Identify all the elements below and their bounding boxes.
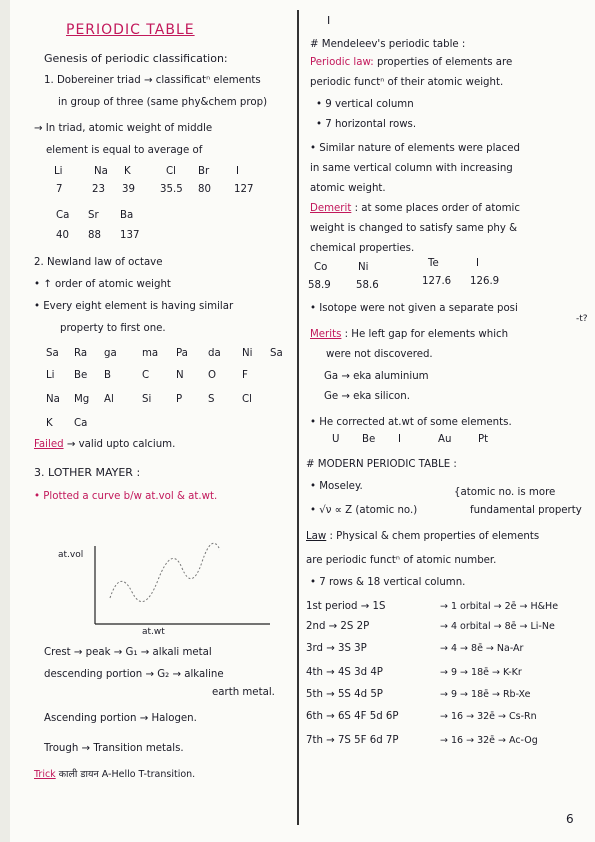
octave-cell: C xyxy=(142,370,150,381)
vertical-column-note: • 9 vertical column xyxy=(316,99,414,110)
similar-line-1: • Similar nature of elements were placed xyxy=(310,143,520,154)
corrected-element: Pt xyxy=(478,434,489,445)
demerit-line-2: weight is changed to satisfy same phy & xyxy=(310,223,518,234)
octave-cell: Ni xyxy=(242,348,253,359)
triad2-symbol: Ca xyxy=(56,210,70,221)
modern-law-line-2: are periodic functⁿ of atomic number. xyxy=(306,555,497,566)
octave-cell: S xyxy=(208,394,215,405)
triad-line-1: → In triad, atomic weight of middle xyxy=(34,123,213,134)
triad2-value: 137 xyxy=(120,230,140,241)
octave-cell: Li xyxy=(46,370,55,381)
modern-law-text: : Physical & chem properties of elements xyxy=(329,531,540,542)
page-title: PERIODIC TABLE xyxy=(66,22,195,38)
merits-text: : He left gap for elements which xyxy=(344,329,509,340)
octave-cell: da xyxy=(208,348,221,359)
descending-line-1: descending portion → G₂ → alkaline xyxy=(44,669,224,680)
triad-symbol: Li xyxy=(54,166,63,177)
period-detail: → 9 → 18ē → Rb-Xe xyxy=(440,689,531,700)
newland-bullet-1: • ↑ order of atomic weight xyxy=(34,279,171,290)
modern-law-label: Law xyxy=(306,531,327,542)
triad-value: 127 xyxy=(234,184,254,195)
dobereiner-line-2: in group of three (same phy&chem prop) xyxy=(58,97,268,108)
triad-value: 35.5 xyxy=(160,184,183,195)
failed-text: → valid upto calcium. xyxy=(66,439,176,450)
octave-cell: K xyxy=(46,418,53,429)
demerit-value: 58.6 xyxy=(356,280,379,291)
isotope-line: • Isotope were not given a separate posi xyxy=(310,303,518,314)
corrected-element: I xyxy=(398,434,402,445)
triad-symbol: Cl xyxy=(166,166,176,177)
period-row: 2nd → 2S 2P xyxy=(306,621,370,632)
crest-line: Crest → peak → G₁ → alkali metal xyxy=(44,647,212,658)
triad-symbol: Na xyxy=(94,166,108,177)
ascending-line: Ascending portion → Halogen. xyxy=(44,713,197,724)
period-row: 7th → 7S 5F 6d 7P xyxy=(306,735,399,746)
triad-symbol: K xyxy=(124,166,131,177)
trick-line xyxy=(34,768,195,781)
moseley-line: • Moseley. xyxy=(310,481,363,492)
period-detail: → 9 → 18ē → K-Kr xyxy=(440,667,522,678)
octave-cell: B xyxy=(104,370,111,381)
y-axis-label: at.vol xyxy=(58,550,84,560)
triad-symbol: I xyxy=(236,166,240,177)
corrected-element: Au xyxy=(438,434,452,445)
octave-cell: Na xyxy=(46,394,60,405)
triad-line-2: element is equal to average of xyxy=(46,145,203,156)
atomic-more-note: {atomic no. is more xyxy=(454,487,556,498)
octave-cell: Mg xyxy=(74,394,90,405)
demerit-value: 58.9 xyxy=(308,280,331,291)
x-axis-label: at.wt xyxy=(142,627,165,637)
period-detail: → 1 orbital → 2ē → H&He xyxy=(440,601,559,612)
demerit-label: Demerit xyxy=(310,203,352,214)
eka-silicon: Ge → eka silicon. xyxy=(324,391,410,402)
isotope-suffix: -t? xyxy=(576,314,588,324)
horizontal-rows-note: • 7 horizontal rows. xyxy=(316,119,417,130)
dobereiner-line-1: 1. Dobereiner triad → classificatⁿ elements xyxy=(44,75,261,86)
trough-line: Trough → Transition metals. xyxy=(44,743,184,754)
triad-value: 23 xyxy=(92,184,105,195)
demerit-text: : at some places order of atomic xyxy=(354,203,520,214)
demerit-line-1 xyxy=(310,202,520,215)
corrected-line: • He corrected at.wt of some elements. xyxy=(310,417,512,428)
octave-cell: Si xyxy=(142,394,152,405)
page-edge xyxy=(0,0,10,842)
plotted-line: • Plotted a curve b/w at.vol & at.wt. xyxy=(34,491,218,502)
newland-bullet-2: • Every eight element is having similar xyxy=(34,301,234,312)
triad2-symbol: Sr xyxy=(88,210,99,221)
trick-label: Trick xyxy=(34,769,56,780)
demerit-value: 126.9 xyxy=(470,276,500,287)
octave-cell: Sa xyxy=(270,348,283,359)
triad-value: 80 xyxy=(198,184,211,195)
demerit-value: 127.6 xyxy=(422,276,452,287)
rows-columns-note: • 7 rows & 18 vertical column. xyxy=(310,577,466,588)
newland-heading: 2. Newland law of octave xyxy=(34,257,163,268)
triad-value: 7 xyxy=(56,184,63,195)
period-detail: → 16 → 32ē → Cs-Rn xyxy=(440,711,537,722)
octave-cell: Ra xyxy=(74,348,88,359)
trick-text: काली डायन A-Hello T-transition. xyxy=(58,769,196,780)
period-row: 4th → 4S 3d 4P xyxy=(306,667,383,678)
octave-cell: Cl xyxy=(242,394,252,405)
demerit-line-3: chemical properties. xyxy=(310,243,415,254)
triad2-value: 40 xyxy=(56,230,69,241)
periodic-law-line-2: periodic functⁿ of their atomic weight. xyxy=(310,77,504,88)
triad2-value: 88 xyxy=(88,230,101,241)
triad-value: 39 xyxy=(122,184,135,195)
corrected-element: U xyxy=(332,434,340,445)
modern-heading: # MODERN PERIODIC TABLE : xyxy=(306,459,457,470)
octave-cell: Sa xyxy=(46,348,59,359)
modern-law-line-1 xyxy=(306,530,539,543)
period-row: 3rd → 3S 3P xyxy=(306,643,367,654)
column-divider xyxy=(297,10,299,825)
period-detail: → 4 → 8ē → Na-Ar xyxy=(440,643,524,654)
period-detail: → 16 → 32ē → Ac-Og xyxy=(440,735,538,746)
octave-cell: F xyxy=(242,370,248,381)
octave-cell: P xyxy=(176,394,183,405)
curve-line xyxy=(110,543,220,601)
genesis-heading: Genesis of periodic classification: xyxy=(44,52,228,65)
period-detail: → 4 orbital → 8ē → Li-Ne xyxy=(440,621,555,632)
merits-line-1 xyxy=(310,328,508,341)
demerit-symbol: Ni xyxy=(358,262,369,273)
fundamental-note: fundamental property xyxy=(470,505,582,516)
octave-cell: ma xyxy=(142,348,159,359)
newland-bullet-3: property to first one. xyxy=(60,323,166,334)
page-number: 6 xyxy=(566,812,574,826)
similar-line-2: in same vertical column with increasing xyxy=(310,163,513,174)
failed-line xyxy=(34,438,175,451)
failed-label: Failed xyxy=(34,439,64,450)
root-relation: • √ν ∝ Z (atomic no.) xyxy=(310,505,418,516)
octave-cell: O xyxy=(208,370,217,381)
period-row: 1st period → 1S xyxy=(306,601,386,612)
demerit-symbol: Co xyxy=(314,262,328,273)
merits-line-2: were not discovered. xyxy=(326,349,433,360)
triad2-symbol: Ba xyxy=(120,210,134,221)
top-mark: I xyxy=(327,14,331,27)
corrected-element: Be xyxy=(362,434,376,445)
demerit-symbol: Te xyxy=(428,258,439,269)
period-row: 5th → 5S 4d 5P xyxy=(306,689,383,700)
octave-cell: Pa xyxy=(176,348,188,359)
demerit-symbol: I xyxy=(476,258,480,269)
period-row: 6th → 6S 4F 5d 6P xyxy=(306,711,399,722)
octave-cell: Al xyxy=(104,394,114,405)
eka-aluminium: Ga → eka aluminium xyxy=(324,371,429,382)
periodic-law-text: properties of elements are xyxy=(376,57,513,68)
merits-label: Merits xyxy=(310,329,342,340)
octave-cell: Be xyxy=(74,370,88,381)
periodic-law-label: Periodic law: xyxy=(310,57,374,68)
triad-symbol: Br xyxy=(198,166,210,177)
lother-heading: 3. LOTHER MAYER : xyxy=(34,466,141,479)
octave-cell: N xyxy=(176,370,184,381)
similar-line-3: atomic weight. xyxy=(310,183,386,194)
descending-line-2: earth metal. xyxy=(212,687,275,698)
octave-cell: Ca xyxy=(74,418,88,429)
periodic-law-line xyxy=(310,56,512,69)
octave-cell: ga xyxy=(104,348,117,359)
mendeleev-heading: # Mendeleev's periodic table : xyxy=(310,39,466,50)
